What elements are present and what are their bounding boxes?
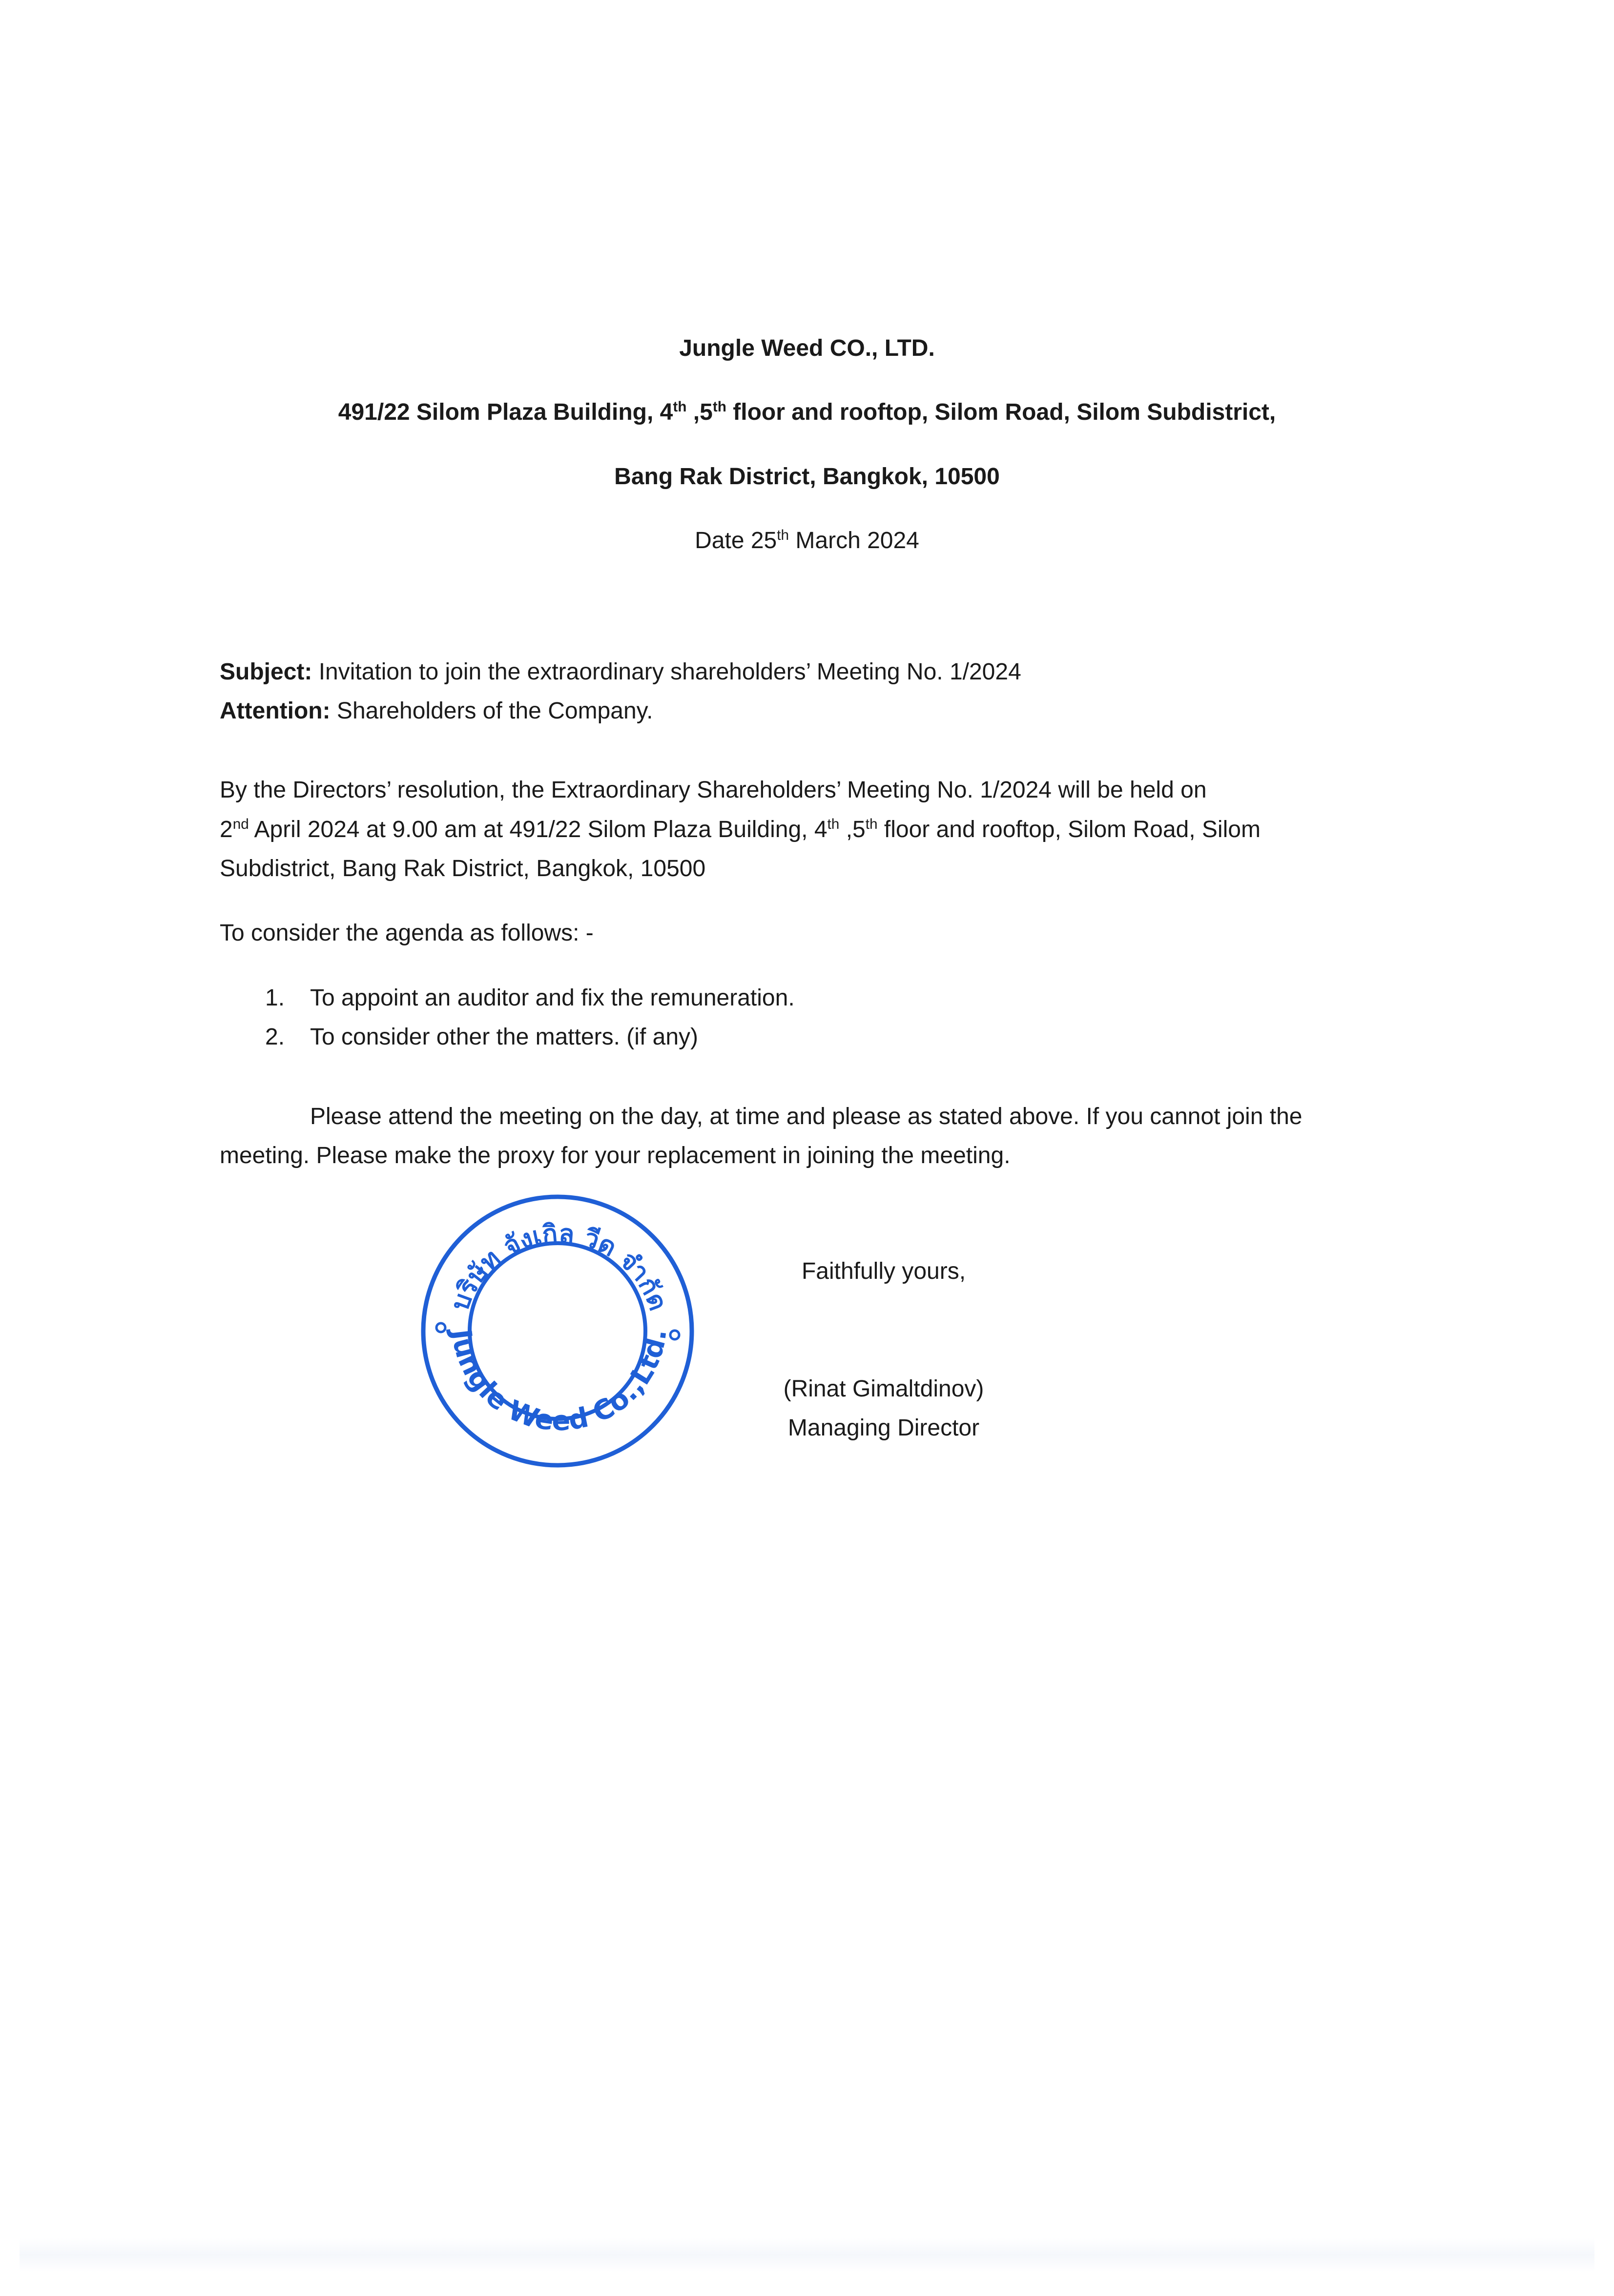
- company-name: [0, 333, 1614, 365]
- date-sup: th: [777, 527, 789, 543]
- stamp-dot-left: [436, 1323, 445, 1332]
- agenda-item-1: [265, 983, 795, 1014]
- paragraph-sup: th: [827, 816, 840, 832]
- company-stamp: [417, 1191, 698, 1472]
- closing-line: [747, 1256, 1020, 1288]
- address-sup: th: [712, 399, 726, 415]
- closing-text: Faithfully yours,: [801, 1258, 966, 1284]
- agenda-number: 2.: [265, 1024, 285, 1050]
- date-part: March 2024: [789, 528, 919, 554]
- paragraph-text: floor and rooftop, Silom Road, Silom: [877, 817, 1261, 842]
- paragraph-text: By the Directors’ resolution, the Extraordinary Shareholders’ Meeting No. 1/2024 will be held on: [220, 777, 1207, 803]
- paragraph-text: ,5: [839, 817, 866, 842]
- subject-line: [220, 656, 1021, 688]
- address-part: ,5: [686, 399, 713, 425]
- paragraph-text: Please attend the meeting on the day, at time and please as stated above. If you cannot join the: [310, 1104, 1303, 1129]
- paragraph2-line1: [310, 1101, 1302, 1133]
- attention-line: [220, 696, 653, 727]
- stamp-english-text: Jungle Weed Co.,Ltd.: [445, 1327, 673, 1437]
- attention-text: Shareholders of the Company.: [330, 698, 653, 724]
- agenda-item-2: [265, 1022, 698, 1053]
- paragraph-sup: nd: [232, 816, 249, 832]
- agenda-intro: [220, 918, 594, 949]
- paragraph-text: April 2024 at 9.00 am at 491/22 Silom Plaza Building, 4: [248, 817, 828, 842]
- paragraph1-line3: [220, 853, 705, 885]
- stamp-thai-text: บริษัท จังเกิล วีด จำกัด: [445, 1219, 673, 1315]
- signatory-name: [747, 1374, 1020, 1405]
- paragraph-text: 2: [220, 817, 233, 842]
- scan-edge-artifact: [20, 2238, 1594, 2272]
- paragraph-sup: th: [865, 816, 878, 832]
- agenda-text: To appoint an auditor and fix the remuneration.: [310, 985, 795, 1011]
- agenda-text: To consider other the matters. (if any): [310, 1024, 698, 1050]
- letter-date: [0, 525, 1614, 557]
- address-part: 491/22 Silom Plaza Building, 4: [338, 399, 673, 425]
- paragraph1-line2: [220, 814, 1261, 846]
- signatory-name-text: (Rinat Gimaltdinov): [783, 1376, 984, 1402]
- attention-label: Attention:: [220, 698, 331, 724]
- paragraph-text: meeting. Please make the proxy for your replacement in joining the meeting.: [220, 1143, 1011, 1168]
- paragraph1-line1: [220, 775, 1207, 806]
- signatory-title-text: Managing Director: [787, 1415, 980, 1441]
- subject-text: Invitation to join the extraordinary shareholders’ Meeting No. 1/2024: [312, 659, 1021, 685]
- address-part: floor and rooftop, Silom Road, Silom Subdistrict,: [726, 399, 1276, 425]
- company-name-text: Jungle Weed CO., LTD.: [679, 335, 935, 361]
- date-part: Date 25: [695, 528, 777, 554]
- company-address-line2: [0, 461, 1614, 493]
- paragraph-text: Subdistrict, Bang Rak District, Bangkok, 10500: [220, 856, 706, 882]
- agenda-intro-text: To consider the agenda as follows: -: [220, 920, 594, 946]
- signatory-title: [747, 1413, 1020, 1444]
- subject-label: Subject:: [220, 659, 312, 685]
- address-sup: th: [673, 399, 687, 415]
- company-address-line1: [0, 397, 1614, 429]
- agenda-number: 1.: [265, 985, 285, 1011]
- paragraph2-line2: [220, 1140, 1011, 1172]
- address-part: Bang Rak District, Bangkok, 10500: [614, 464, 1000, 490]
